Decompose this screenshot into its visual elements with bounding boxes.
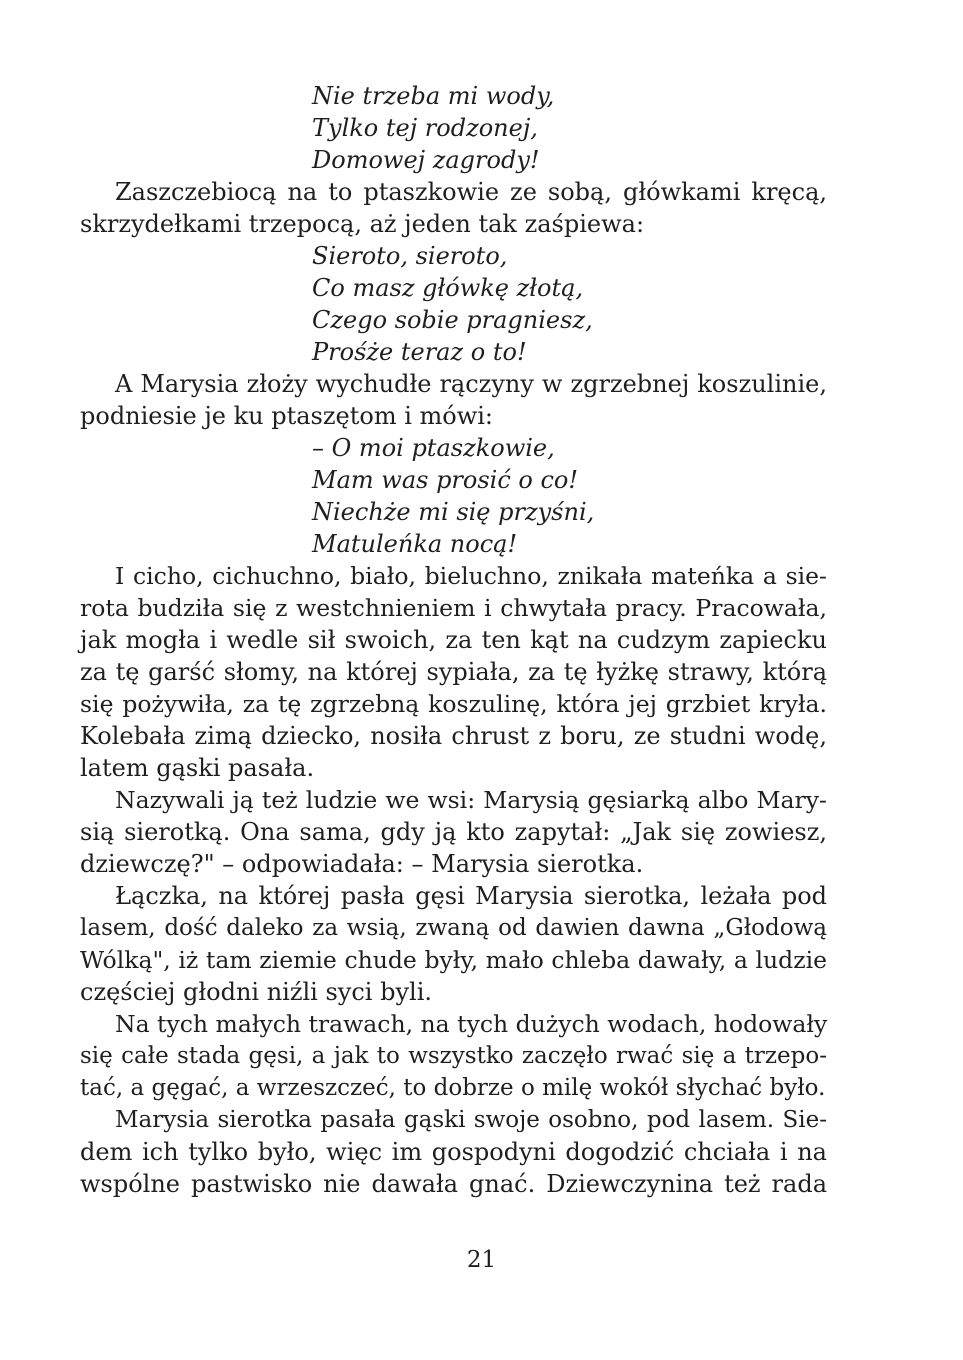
prose-line: Nazywali ją też ludzie we wsi: Marysią gęsiarką albo Mary- [115,786,827,814]
prose-line: Kolebała zimą dziecko, nosiła chrust z boru, ze studni wodę, [80,722,827,750]
prose-line: I cicho, cichuchno, biało, bieluchno, znikała mateńka a sie- [115,562,827,590]
verse-line: Matuleńka nocą! [312,530,518,558]
prose-line: Łączka, na której pasła gęsi Marysia sierotka, leżała pod [115,882,827,910]
page-number: 21 [466,1247,497,1273]
verse-line: Tylko tej rodzonej, [312,114,538,142]
verse-line: Prośże teraz o to! [312,338,527,366]
prose-line: dziewczę?" – odpowiadała: – Marysia sierotka. [80,850,644,878]
prose-line: dem ich tylko było, więc im gospodyni dogodzić chciała i na [80,1138,827,1166]
prose-line: się pożywiła, za tę zgrzebną koszulinę, która jej grzbiet kryła. [80,690,827,718]
prose-line: lasem, dość daleko za wsią, zwaną od dawien dawna „Głodową [80,915,827,941]
prose-line: Marysia sierotka pasała gąski swoje osobno, pod lasem. Sie- [115,1107,827,1133]
verse-line: Sieroto, sieroto, [312,242,508,270]
prose-line: Wólką", iż tam ziemie chude były, mało chleba dawały, a ludzie [80,946,827,974]
prose-line: się całe stada gęsi, a jak to wszystko zaczęło rwać się a trzepo- [80,1043,827,1069]
prose-line: latem gąski pasała. [80,754,315,782]
verse-line: Czego sobie pragniesz, [312,306,593,334]
prose-line: sią sierotką. Ona sama, gdy ją kto zapytał: „Jak się zowiesz, [80,818,827,846]
prose-line: tać, a gęgać, a wrzeszczeć, to dobrze o milę wokół słychać było. [80,1075,826,1101]
prose-line: częściej głodni niźli syci byli. [80,978,432,1006]
verse-line: Mam was prosić o co! [312,466,579,494]
verse-line: – O moi ptaszkowie, [312,434,555,462]
prose-line: Zaszczebiocą na to ptaszkowie ze sobą, główkami kręcą, [115,178,827,206]
prose-line: podniesie je ku ptaszętom i mówi: [80,402,494,430]
prose-line: rota budziła się z westchnieniem i chwytała pracy. Pracowała, [80,594,827,622]
prose-line: skrzydełkami trzepocą, aż jeden tak zaśpiewa: [80,210,645,238]
verse-line: Co masz główkę złotą, [312,274,584,302]
prose-line: za tę garść słomy, na której sypiała, za tę łyżkę strawy, którą [80,658,827,686]
prose-line: jak mogła i wedle sił swoich, za ten kąt na cudzym zapiecku [80,626,827,654]
page-text [80,80,827,1200]
prose-line: A Marysia złoży wychudłe rączyny w zgrzebnej koszulinie, [115,370,827,398]
verse-line: Domowej zagrody! [312,146,540,174]
verse-line: Niechże mi się przyśni, [312,498,595,526]
prose-line: wspólne pastwisko nie dawała gnać. Dziewczynina też rada [80,1170,827,1198]
prose-line: Na tych małych trawach, na tych dużych wodach, hodowały [115,1010,828,1038]
verse-line: Nie trzeba mi wody, [312,82,555,110]
